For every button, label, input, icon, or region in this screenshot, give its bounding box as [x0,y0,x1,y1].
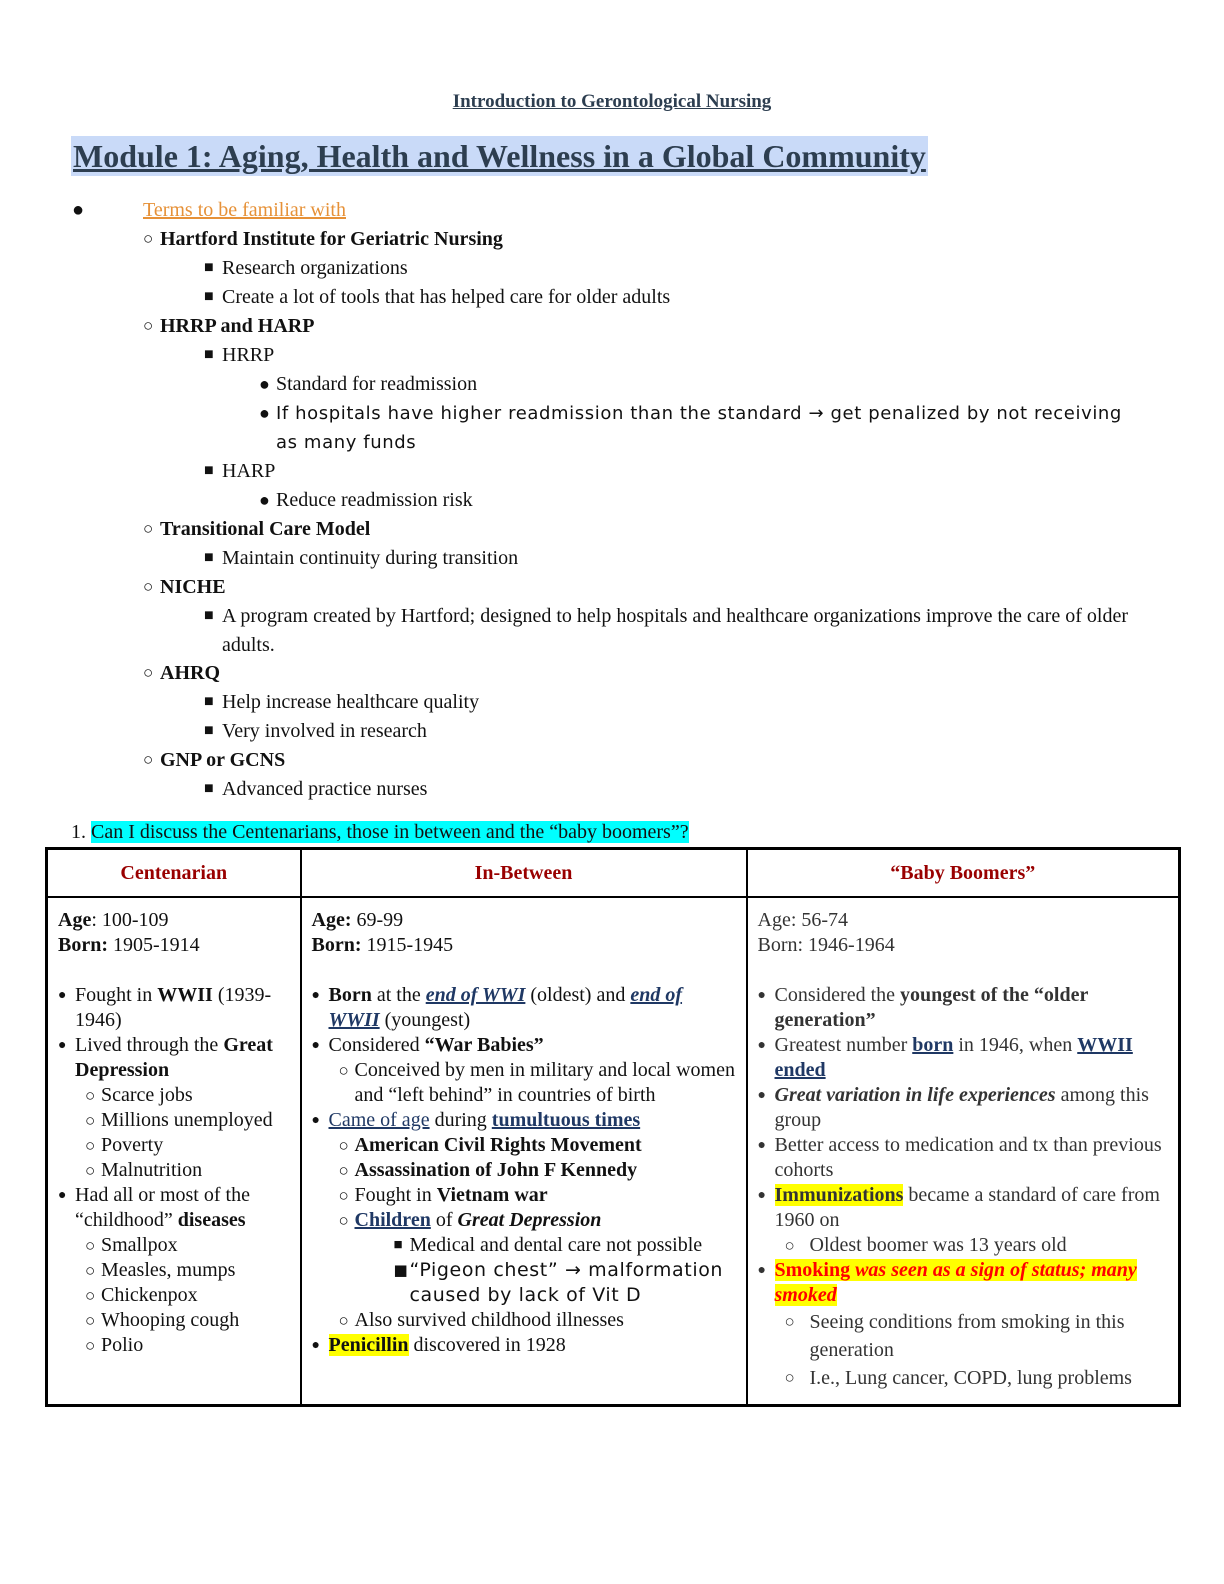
list-item: ○ Smallpox [58,1233,292,1258]
square-bullet-icon: ■ [204,288,214,305]
term-point: HARP [222,460,276,482]
list-item: ○ Poverty [58,1133,292,1158]
cohort-table [45,847,1181,1407]
term-point: Standard for readmission [276,373,478,395]
outline-item [0,486,1224,515]
outline-item [0,659,1224,688]
square-bullet-icon: ■ [204,693,214,710]
header-in-between: In-Between [301,849,747,898]
term-point: Advanced practice nurses [222,778,428,800]
list-item: ○ Measles, mumps [58,1258,292,1283]
outline-item [0,573,1224,602]
list-item: ■ Medical and dental care not possible [312,1233,738,1258]
baby-boomers-cell [747,897,1180,1406]
outline-item [0,312,1224,341]
square-bullet-icon: ■ [204,549,214,566]
age-line: Age: 69-99 [311,909,404,931]
term-point: Help increase healthcare quality [222,691,480,713]
outline-item [0,370,1224,399]
list-item: ○ Also survived childhood illnesses [312,1308,738,1333]
square-bullet-icon: ■ [204,259,214,276]
outline-item [0,775,1224,804]
list-item: ● Greatest number born in 1946, when WWII ended [758,1033,1171,1083]
circle-bullet-icon: ○ [143,519,154,538]
list-item: ● Penicillin discovered in 1928 [312,1333,738,1358]
outline-item [0,399,1224,457]
outline-item [0,602,1224,659]
list-item: ■ “Pigeon chest” → malformation caused by lack of Vit D [312,1258,738,1308]
term-point: A program created by Hartford; designed to help hospitals and healthcare organizations improve the care of older adults. [222,605,1128,656]
outline-item [0,457,1224,486]
outline-item [0,515,1224,544]
list-item: ○ Oldest boomer was 13 years old [758,1233,1171,1258]
term-point: Maintain continuity during transition [222,547,519,569]
outline-item [0,717,1224,746]
circle-bullet-icon: ○ [143,577,154,596]
age-line: Age: 56-74 [757,909,849,931]
centenarian-list [58,983,292,1358]
bullet-icon: ● [72,199,85,221]
circle-bullet-icon: ○ [143,663,154,682]
list-item: ○ Children of Great Depression [312,1208,738,1233]
table-row [47,897,1180,1406]
list-item: ○ Polio [58,1333,292,1358]
baby-boomers-list [758,983,1171,1392]
circle-bullet-icon: ○ [143,316,154,335]
list-item: ● Smoking was seen as a sign of status; many smoked [758,1258,1171,1308]
term-point: Research organizations [222,257,408,279]
term-name: NICHE [160,576,226,598]
list-item: ○ Conceived by men in military and local women and “left behind” in countries of birth [312,1058,738,1108]
header-baby-boomers: “Baby Boomers” [747,849,1180,898]
list-item: ● Born at the end of WWI (oldest) and end of WWII (youngest) [312,983,738,1033]
term-point: Create a lot of tools that has helped care for older adults [222,286,671,308]
list-item: ○ Scarce jobs [58,1083,292,1108]
list-item: ● Lived through the Great Depression [58,1033,292,1083]
centenarian-cell [47,897,301,1406]
list-item: ○ Assassination of John F Kennedy [312,1158,738,1183]
in-between-cell [301,897,747,1406]
born-line: Born: 1905-1914 [58,934,200,956]
list-item: ○ I.e., Lung cancer, COPD, lung problems [758,1364,1171,1392]
term-point: HRRP [222,344,275,366]
section-heading: Terms to be familiar with [143,199,346,221]
module-title: Module 1: Aging, Health and Wellness in a Global Community [73,138,926,174]
outline-item [0,283,1224,312]
outline-item [0,746,1224,775]
list-item: ● Came of age during tumultuous times [312,1108,738,1133]
in-between-list [312,983,738,1358]
square-bullet-icon: ■ [204,346,214,363]
outline-item [0,688,1224,717]
question-text: Can I discuss the Centenarians, those in between and the “baby boomers”? [91,821,689,843]
terms-outline [0,196,1224,804]
bullet-icon: ● [259,374,270,394]
question-number: 1. [71,821,86,843]
term-name: Hartford Institute for Geriatric Nursing [160,228,503,250]
bullet-icon: ● [259,403,270,423]
list-item: ● Fought in WWII (1939-1946) [58,983,292,1033]
born-line: Born: 1915-1945 [311,934,454,956]
list-item: ● Had all or most of the “childhood” diseases [58,1183,292,1233]
document-title: Introduction to Gerontological Nursing [452,91,772,112]
term-point: If hospitals have higher readmission than the standard → get penalized by not receiving as many funds [276,403,1122,453]
list-item: ○ Millions unemployed [58,1108,292,1133]
list-item: ● Great variation in life experiences among this group [758,1083,1171,1133]
list-item: ● Considered the youngest of the “older generation” [758,983,1171,1033]
born-line: Born: 1946-1964 [757,934,895,956]
term-name: AHRQ [160,662,220,684]
circle-bullet-icon: ○ [143,750,154,769]
square-bullet-icon: ■ [204,462,214,479]
table-header-row [47,849,1180,898]
list-item: ○ Fought in Vietnam war [312,1183,738,1208]
term-point: Reduce readmission risk [276,489,473,511]
list-item: ○ American Civil Rights Movement [312,1133,738,1158]
list-item: ○ Seeing conditions from smoking in this generation [758,1308,1171,1364]
term-name: Transitional Care Model [160,518,371,540]
list-item: ● Immunizations became a standard of care from 1960 on [758,1183,1171,1233]
term-name: GNP or GCNS [160,749,286,771]
outline-item [0,341,1224,370]
square-bullet-icon: ■ [204,607,214,624]
header-centenarian: Centenarian [47,849,301,898]
term-name: HRRP and HARP [160,315,315,337]
circle-bullet-icon: ○ [143,229,154,248]
age-line: Age: 100-109 [58,909,169,931]
outline-item [0,225,1224,254]
question-1 [71,818,689,846]
list-item: ○ Chickenpox [58,1283,292,1308]
term-point: Very involved in research [222,720,427,742]
outline-item [0,196,1224,225]
outline-item [0,254,1224,283]
square-bullet-icon: ■ [204,722,214,739]
outline-item [0,544,1224,573]
bullet-icon: ● [259,490,270,510]
list-item: ○ Whooping cough [58,1308,292,1333]
list-item: ● Considered “War Babies” [312,1033,738,1058]
list-item: ○ Malnutrition [58,1158,292,1183]
list-item: ● Better access to medication and tx than previous cohorts [758,1133,1171,1183]
square-bullet-icon: ■ [204,780,214,797]
